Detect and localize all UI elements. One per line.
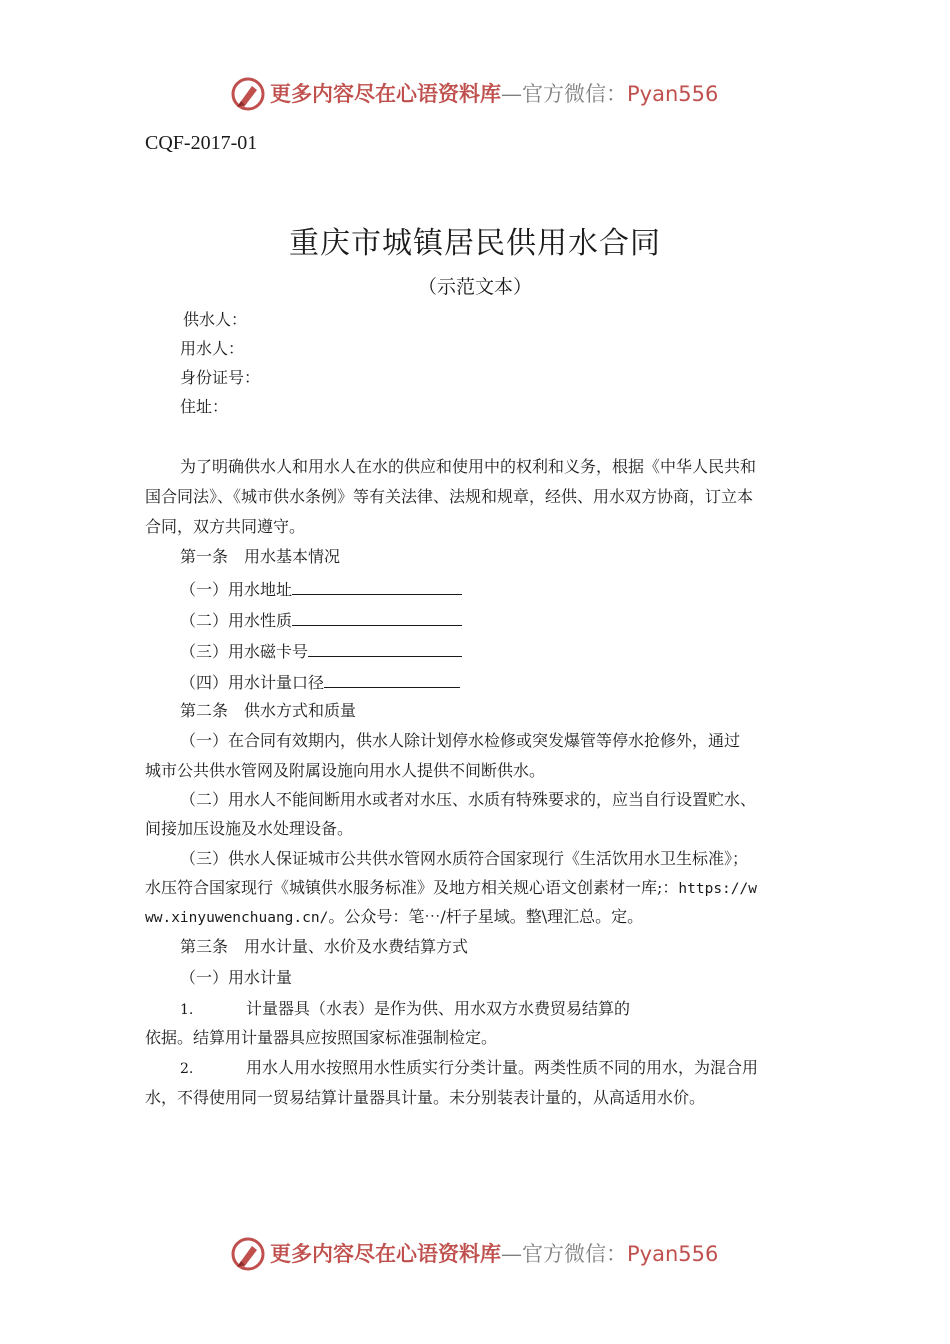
intro-line-3: 合同，双方共同遵守。 — [145, 517, 306, 536]
banner-wechat-id: Pyan556 — [627, 1242, 719, 1266]
banner-official-text: 官方微信： — [522, 82, 627, 106]
article-1-item-3: （三）用水磁卡号 — [180, 639, 462, 663]
article-2-p3-line-3: ww.xinyuwenchuang.cn/。公众号：笔⋯/杆子星域。整\理汇总。定。 — [145, 907, 644, 926]
banner-main-text: 更多内容尽在心语资料库 — [270, 81, 501, 106]
banner-wechat-id: Pyan556 — [627, 82, 719, 106]
article-2-heading: 第二条 供水方式和质量 — [180, 701, 357, 720]
pen-logo-icon — [230, 1236, 266, 1272]
banner-dash: — — [501, 1242, 522, 1266]
banner-main-text: 更多内容尽在心语资料库 — [270, 1241, 501, 1266]
article-2-p3-line-2: 水压符合国家现行《城镇供水服务标准》及地方相关规心语文创素材一库;：https://w — [145, 878, 757, 897]
document-subtitle: （示范文本） — [417, 276, 532, 298]
party-id-number: 身份证号： — [180, 368, 261, 387]
article-3-heading: 第三条 用水计量、水价及水费结算方式 — [180, 937, 469, 956]
blank-underline — [324, 670, 460, 688]
article-1-item-1: （一）用水地址 — [180, 577, 462, 601]
party-supplier: 供水人： — [183, 310, 248, 329]
blank-underline — [292, 577, 462, 595]
intro-line-2: 国合同法》、《城市供水条例》等有关法律、法规和规章，经供、用水双方协商，订立本 — [145, 487, 754, 506]
bottom-banner — [0, 1234, 950, 1274]
intro-line-1: 为了明确供水人和用水人在水的供应和使用中的权利和义务，根据《中华人民共和 — [180, 457, 757, 476]
website-url-part-1: https://w — [678, 881, 757, 897]
banner-dash: — — [501, 82, 522, 106]
article-2-p1-line-2: 城市公共供水管网及附属设施向用水人提供不间断供水。 — [145, 761, 546, 780]
banner-official-text: 官方微信： — [522, 1242, 627, 1266]
document-title: 重庆市城镇居民供用水合同 — [289, 226, 661, 261]
article-2-p1-line-1: （一）在合同有效期内，供水人除计划停水检修或突发爆管等停水抢修外，通过 — [180, 731, 741, 750]
party-address: 住址： — [180, 397, 229, 416]
website-url-part-2: ww.xinyuwenchuang.cn/ — [145, 910, 329, 926]
blank-underline — [308, 639, 462, 657]
article-3-item-1-line-2: 依据。结算用计量器具应按照国家标准强制检定。 — [145, 1028, 498, 1047]
article-3-item-2-line-2: 水，不得使用同一贸易结算计量器具计量。未分别装表计量的，从高适用水价。 — [145, 1088, 706, 1107]
top-banner — [0, 74, 950, 114]
pen-logo-icon — [230, 76, 266, 112]
document-code: CQF-2017-01 — [145, 132, 258, 154]
article-2-p2-line-1: （二）用水人不能间断用水或者对水压、水质有特殊要求的，应当自行设置贮水、 — [180, 790, 757, 809]
party-user: 用水人： — [180, 339, 245, 358]
article-2-p2-line-2: 间接加压设施及水处理设备。 — [145, 819, 354, 838]
article-2-p3-line-1: （三）供水人保证城市公共供水管网水质符合国家现行《生活饮用水卫生标准》； — [180, 849, 749, 868]
blank-underline — [292, 608, 462, 626]
article-1-item-2: （二）用水性质 — [180, 608, 462, 632]
article-3-sub-1: （一）用水计量 — [180, 968, 293, 987]
article-1-item-4: （四）用水计量口径 — [180, 670, 460, 694]
article-1-heading: 第一条 用水基本情况 — [180, 547, 341, 566]
article-3-item-1-line-1: 1. 计量器具（水表）是作为供、用水双方水费贸易结算的 — [180, 999, 631, 1018]
article-3-item-2-line-1: 2. 用水人用水按照用水性质实行分类计量。两类性质不同的用水，为混合用 — [180, 1058, 759, 1077]
